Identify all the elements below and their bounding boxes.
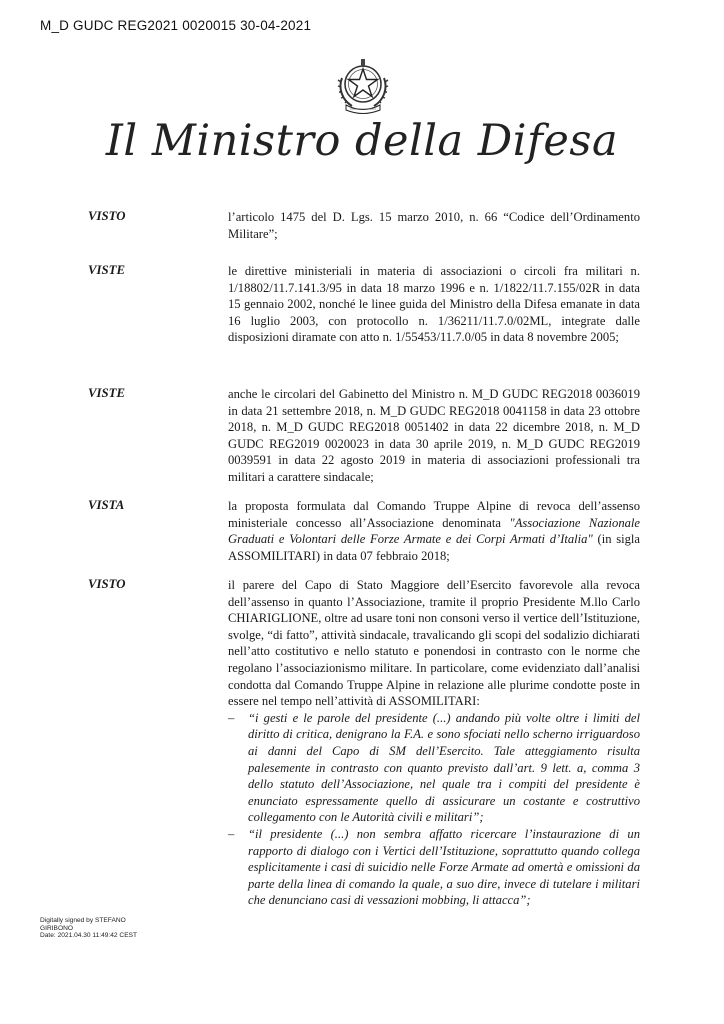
section-text: il parere del Capo di Stato Maggiore dell’Esercito favorevole alla revoca dell’assenso in quanto l’Associazione, tramite il proprio Presidente M.llo Carlo CHIARIGLIONE, oltre ad usare toni non consoni verso il vertice dell’Istituzione, svolge, “di fatto”, attività sindacale, travalicando gli scopi del sodalizio dichiarati nell’atto costitutivo e nello statuto e ponendosi in contrasto con le norme che regolano l’associazionismo militare. In particolare, come evidenziato dall’analisi condotta dal Comando Truppe Alpine in relazione alle plurime condotte poste in essere nel tempo nell’attività di ASSOMILITARI: – “i gesti e le parole del presidente (...) andando più volte oltre i limiti del diritto di critica, denigrano la F.A. e sono sfociati nello scherno irriguardoso ai danni del Capo di SM dell’Esercito. Tale atteggiamento risulta palesemente in contrasto con quanto previsto dall’art. 9 lett. a, comma 3 dello statuto dell’Associazione, nel quale tra i compiti del presidente è enunciato espressamente quello di assicurare un costante e costruttivo collegamento con le Autorità civili e militari”; – “il presidente (...) non sembra affatto ricercare l’instaurazione di un rapporto di dialogo con i Vertici dell’Istituzione, soprattutto quando collega esplicitamente i casi di suicidio nelle Forze Armate ad omertà e omissioni da parte della linea di comando la quale, a suo dire, invece di tutelare i militari che denunciano casi di vessazioni mobbing, li attacca”; bbox=[228, 578, 640, 908]
section-label: VISTO bbox=[88, 577, 126, 591]
section-text: l’articolo 1475 del D. Lgs. 15 marzo 2010, n. 66 “Codice dell’Ordinamento Militare”; bbox=[228, 210, 640, 241]
section-label: VISTA bbox=[88, 498, 125, 512]
quote-list bbox=[228, 710, 640, 909]
section-text: le direttive ministeriali in materia di associazioni o circoli fra militari n. 1/18802/11.7.141.3/95 in data 18 marzo 1996 e n. 1/1822/11.7.155/02R in data 15 gennaio 2002, nonché le linee guida del Ministro della Difesa emanate in data 16 luglio 2003, con protocollo n. 1/36211/11.7.0/02ML, integrate dalle disposizioni diramate con atto n. 1/55453/11.7.0/05 in data 8 novembre 2005; bbox=[228, 264, 640, 345]
section-label: VISTE bbox=[88, 386, 125, 400]
repubblica-italiana-emblem-icon bbox=[334, 56, 392, 116]
association-name: "Associazione Nazionale Graduati e Volontari delle Forze Armate e dei Corpi Armati d’Italia" bbox=[228, 515, 641, 547]
digital-signature: Digitally signed by STEFANO GIRIBONO Date: 2021.04.30 11:49:42 CEST bbox=[40, 917, 138, 940]
quote-item: – “il presidente (...) non sembra affatto ricercare l’instaurazione di un rapporto di dialogo con i Vertici dell’Istituzione, soprattutto quando collega esplicitamente i casi di suicidio nelle Forze Armate ad omertà e omissioni da parte della linea di comando la quale, a suo dire, invece di tutelare i militari che denunciano casi di vessazioni mobbing, li attacca”; bbox=[228, 826, 640, 908]
protocol-number: M_D GUDC REG2021 0020015 30-04-2021 bbox=[40, 18, 312, 33]
section-text bbox=[228, 498, 640, 564]
quote-item: – “i gesti e le parole del presidente (...) andando più volte oltre i limiti del diritto di critica, denigrano la F.A. e sono sfociati nello scherno irriguardoso ai danni del Capo di SM dell’Esercito. Tale atteggiamento risulta palesemente in contrasto con quanto previsto dall’art. 9 lett. a, comma 3 dello statuto dell’Associazione, nel quale tra i compiti del presidente è enunciato espressamente quello di assicurare un costante e costruttivo collegamento con le Autorità civili e militari”; bbox=[228, 710, 640, 825]
section-text: anche le circolari del Gabinetto del Ministro n. M_D GUDC REG2018 0036019 in data 21 settembre 2018, n. M_D GUDC REG2018 0041158 in data 23 ottobre 2018, n. M_D GUDC REG2018 0051402 in data 22 dicembre 2018, n. M_D GUDC REG2019 0020023 in data 30 aprile 2019, n. M_D GUDC REG2019 0039591 in data 22 agosto 2019 in materia di associazioni professionali tra militari a carattere sindacale; bbox=[228, 387, 640, 484]
text-before: la proposta formulata dal Comando Truppe Alpine di revoca dell’assenso ministeriale concesso all’Associazione denominata bbox=[228, 499, 640, 530]
minister-title: Il Ministro della Difesa bbox=[105, 116, 619, 166]
section-label: VISTE bbox=[88, 263, 125, 277]
text-after: (in sigla ASSOMILITARI) in data 07 febbraio 2018; bbox=[228, 532, 641, 563]
section-label: VISTO bbox=[88, 209, 126, 223]
